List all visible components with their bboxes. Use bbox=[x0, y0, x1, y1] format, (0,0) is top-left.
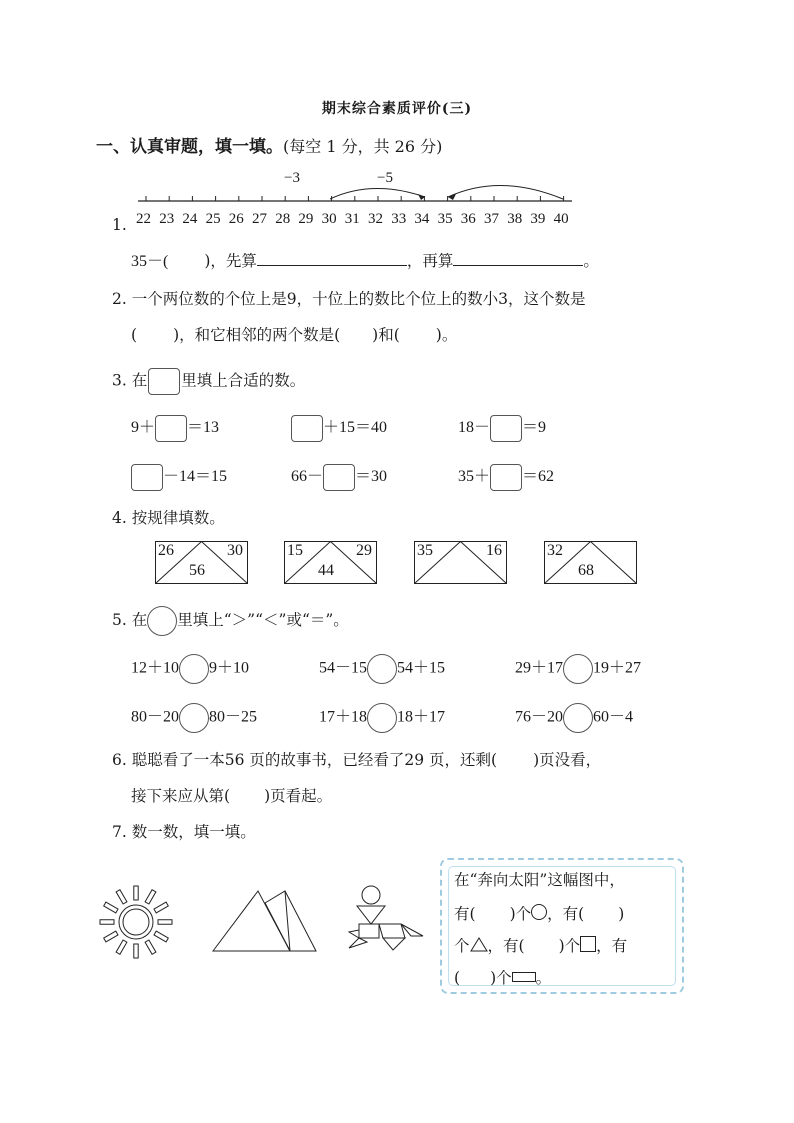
q7-label: 数一数，填一填。 bbox=[131, 823, 256, 841]
q3-eq-1: 9＋ ＝13 bbox=[131, 414, 219, 442]
q3-eq-2: ＋15＝40 bbox=[291, 414, 387, 442]
tick-label: 37 bbox=[484, 211, 499, 227]
sun-ray bbox=[145, 890, 156, 904]
q3-header bbox=[112, 368, 305, 395]
q1-first-calc: )，先算 bbox=[204, 252, 257, 270]
sun-ray bbox=[116, 940, 127, 954]
running-figure-icon bbox=[345, 884, 427, 956]
compare-circle[interactable] bbox=[367, 654, 397, 684]
arrow-minus-5 bbox=[448, 185, 563, 199]
sun-ray bbox=[134, 944, 138, 958]
q5-label-b: 里填上“＞”“＜”或“＝”。 bbox=[177, 611, 349, 629]
q6-number: 6. bbox=[112, 751, 127, 769]
panel-line-2: 有( )个 ，有( ) bbox=[454, 905, 625, 923]
q2-line2 bbox=[131, 323, 457, 345]
q2-neighbors-text: )，和它相邻的两个数是( bbox=[173, 326, 341, 344]
sun-ray bbox=[154, 931, 168, 942]
pattern-top-left[interactable]: 35 bbox=[417, 542, 433, 559]
q5-header bbox=[112, 606, 349, 636]
sun-ray bbox=[116, 890, 127, 904]
pattern-bottom[interactable]: 68 bbox=[578, 562, 594, 579]
circle-icon bbox=[147, 606, 177, 636]
q3-eq-6: 35＋ ＝62 bbox=[458, 463, 554, 491]
q3-number: 3. bbox=[112, 371, 127, 390]
pattern-rectangle bbox=[544, 541, 636, 583]
q2-text: 一个两位数的个位上是9，十位上的数比个位上的数小3，这个数是 bbox=[131, 290, 586, 308]
tick-label: 33 bbox=[391, 211, 407, 227]
answer-box[interactable] bbox=[323, 464, 355, 491]
rectangle-shape-icon bbox=[512, 972, 536, 982]
pattern-rectangle bbox=[284, 541, 376, 583]
answer-box[interactable] bbox=[291, 415, 323, 442]
q5-cmp-6: 76－20 60－4 bbox=[515, 703, 633, 733]
q1-period: 。 bbox=[583, 252, 599, 270]
tick-label: 24 bbox=[182, 211, 198, 227]
tick-label: 23 bbox=[159, 211, 175, 227]
q2-end: )。 bbox=[435, 326, 458, 344]
panel-line-4: ( )个 。 bbox=[454, 969, 552, 987]
section-note: (每空 1 分，共 26 分) bbox=[283, 137, 443, 156]
q3-eq-4: －14＝15 bbox=[131, 463, 227, 491]
q5-cmp-1: 12＋10 9＋10 bbox=[131, 654, 249, 684]
sun-icon bbox=[96, 882, 176, 962]
tick-label: 25 bbox=[205, 211, 221, 227]
q6-line2 bbox=[131, 784, 332, 806]
compare-circle[interactable] bbox=[563, 654, 593, 684]
sun-ray bbox=[154, 902, 168, 913]
answer-box[interactable] bbox=[490, 464, 522, 491]
pattern-top-right[interactable]: 30 bbox=[227, 542, 243, 559]
tick-label: 36 bbox=[460, 211, 476, 227]
q1-blank-first[interactable] bbox=[257, 251, 407, 266]
answer-box[interactable] bbox=[131, 464, 163, 491]
q5-cmp-3: 29＋17 19＋27 bbox=[515, 654, 641, 684]
tick-label: 26 bbox=[228, 211, 244, 227]
q4-label: 按规律填数。 bbox=[131, 509, 225, 527]
q5-cmp-4: 80－20 80－25 bbox=[131, 703, 257, 733]
q1-expr: 35－( bbox=[131, 253, 169, 270]
answer-box[interactable] bbox=[155, 415, 187, 442]
sun-ray bbox=[100, 920, 114, 924]
q6-text-2: )页没看， bbox=[533, 751, 602, 769]
square-shape-icon bbox=[580, 936, 596, 952]
pattern-top-right[interactable]: 16 bbox=[486, 542, 502, 559]
q2-line1 bbox=[112, 287, 585, 309]
sun-ray bbox=[145, 940, 156, 954]
panel-line-3: 个 ，有( )个 ，有 bbox=[454, 937, 628, 955]
compare-circle[interactable] bbox=[563, 703, 593, 733]
q6-text: 聪聪看了一本56 页的故事书，已经看了29 页，还剩( bbox=[131, 751, 498, 769]
q2-paren-open: ( bbox=[131, 326, 138, 344]
q5-number: 5. bbox=[112, 611, 127, 629]
page-title: 期末综合素质评价(三) bbox=[321, 101, 473, 117]
tick-label: 34 bbox=[414, 211, 430, 227]
pattern-rectangle bbox=[155, 541, 247, 583]
panel-line-1: 在“奔向太阳”这幅图中， bbox=[454, 871, 625, 889]
sun-ray bbox=[104, 902, 118, 913]
q1-blank-second[interactable] bbox=[453, 251, 583, 266]
q4-number: 4. bbox=[112, 509, 127, 527]
pattern-bottom[interactable]: 44 bbox=[318, 562, 334, 579]
q6-line1 bbox=[112, 748, 601, 770]
arrow-label-minus-3: −3 bbox=[284, 170, 300, 186]
q1-line bbox=[131, 248, 599, 271]
pattern-top-left[interactable]: 32 bbox=[547, 542, 563, 559]
compare-circle[interactable] bbox=[179, 703, 209, 733]
tick-label: 22 bbox=[136, 211, 151, 227]
pattern-top-left[interactable]: 26 bbox=[158, 542, 174, 559]
tick-label: 31 bbox=[344, 211, 360, 227]
q7-panel bbox=[440, 858, 684, 994]
sun-ray bbox=[134, 886, 138, 900]
tick-label: 35 bbox=[437, 211, 453, 227]
pattern-rectangle bbox=[414, 541, 506, 583]
tick-label: 40 bbox=[553, 211, 569, 227]
sun-ray bbox=[104, 931, 118, 942]
pattern-bottom[interactable]: 56 bbox=[189, 562, 205, 579]
section-heading bbox=[96, 132, 442, 157]
tick-label: 27 bbox=[252, 211, 267, 227]
tick-label: 38 bbox=[507, 211, 523, 227]
tick-label: 39 bbox=[530, 211, 546, 227]
answer-box[interactable] bbox=[490, 415, 522, 442]
q1-then-calc: ，再算 bbox=[406, 252, 454, 270]
pattern-top-left[interactable]: 15 bbox=[287, 542, 303, 559]
number-line bbox=[130, 165, 580, 210]
triangle-shape-icon bbox=[470, 937, 488, 952]
q6-text-3: 接下来应从第( bbox=[131, 787, 231, 805]
tick-label: 32 bbox=[368, 211, 383, 227]
q7-header bbox=[112, 820, 256, 842]
q1-number: 1. bbox=[112, 216, 127, 234]
square-box-icon bbox=[148, 368, 180, 395]
q3-eq-5: 66－ ＝30 bbox=[291, 463, 387, 491]
tick-label: 28 bbox=[275, 211, 291, 227]
q7-number: 7. bbox=[112, 823, 127, 841]
q3-label-a: 在 bbox=[131, 371, 148, 390]
tick-label: 30 bbox=[321, 211, 337, 227]
q5-cmp-5: 17＋18 18＋17 bbox=[319, 703, 445, 733]
compare-circle[interactable] bbox=[367, 703, 397, 733]
q5-cmp-2: 54－15 54＋15 bbox=[319, 654, 445, 684]
circle-shape-icon bbox=[531, 904, 547, 920]
q3-eq-3: 18－ ＝9 bbox=[458, 414, 546, 442]
q2-number: 2. bbox=[112, 290, 127, 308]
q2-and: )和( bbox=[372, 326, 400, 344]
compare-circle[interactable] bbox=[179, 654, 209, 684]
q5-label-a: 在 bbox=[131, 611, 148, 629]
mountains-icon bbox=[210, 888, 320, 954]
q4-header bbox=[112, 506, 225, 528]
sun-ray bbox=[158, 920, 172, 924]
q3-label-b: 里填上合适的数。 bbox=[181, 371, 306, 390]
arrow-label-minus-5: −5 bbox=[377, 170, 393, 186]
pattern-top-right[interactable]: 29 bbox=[356, 542, 372, 559]
q6-text-4: )页看起。 bbox=[264, 787, 333, 805]
tick-label: 29 bbox=[298, 211, 314, 227]
section-label: 一、认真审题，填一填。 bbox=[96, 137, 283, 157]
